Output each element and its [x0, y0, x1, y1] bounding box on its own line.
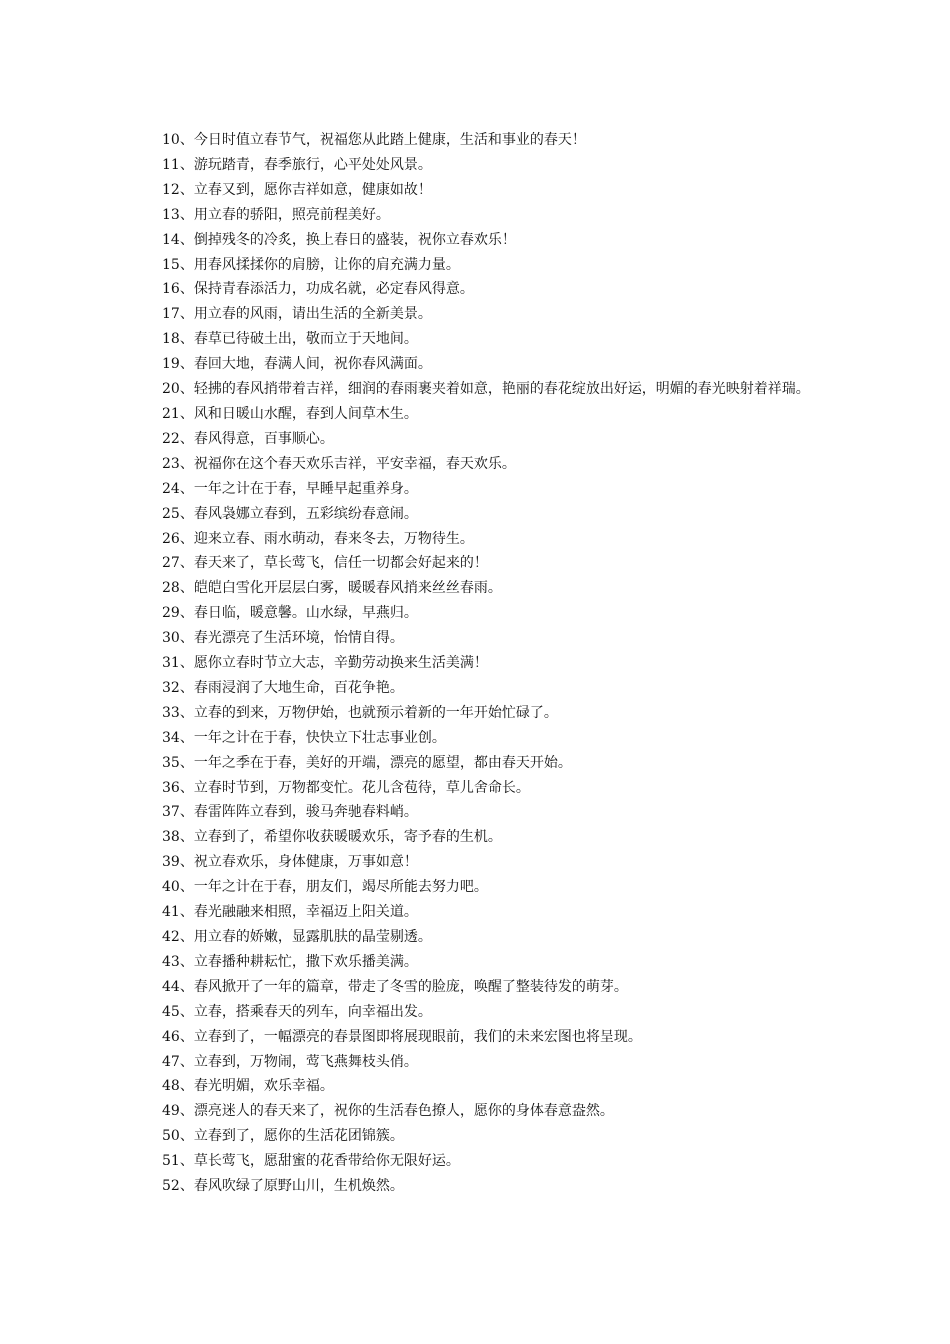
text-line: 28、皑皑白雪化开层层白雾，暖暖春风捎来丝丝春雨。	[162, 580, 502, 597]
text-line: 48、春光明媚，欢乐幸福。	[162, 1078, 334, 1095]
text-line: 26、迎来立春、雨水萌动，春来冬去，万物待生。	[162, 530, 474, 547]
text-line: 18、春草已待破土出，敬而立于天地间。	[162, 331, 418, 348]
text-line: 13、用立春的骄阳，照亮前程美好。	[162, 206, 390, 223]
text-line: 52、春风吹绿了原野山川，生机焕然。	[162, 1178, 404, 1195]
text-line: 12、立春又到，愿你吉祥如意，健康如故！	[162, 181, 432, 198]
text-line: 17、用立春的风雨，请出生活的全新美景。	[162, 306, 432, 323]
text-line: 31、愿你立春时节立大志，辛勤劳动换来生活美满！	[162, 655, 488, 672]
text-line: 39、祝立春欢乐，身体健康，万事如意！	[162, 854, 418, 871]
text-line: 22、春风得意，百事顺心。	[162, 430, 334, 447]
text-line: 49、漂亮迷人的春天来了，祝你的生活春色撩人，愿你的身体春意盎然。	[162, 1103, 614, 1120]
text-line: 23、祝福你在这个春天欢乐吉祥，平安幸福，春天欢乐。	[162, 455, 516, 472]
text-line: 50、立春到了，愿你的生活花团锦簇。	[162, 1128, 404, 1145]
text-line: 25、春风袅娜立春到，五彩缤纷春意闹。	[162, 505, 418, 522]
text-line: 47、立春到，万物闹，莺飞燕舞枝头俏。	[162, 1053, 418, 1070]
text-line: 27、春天来了，草长莺飞，信任一切都会好起来的！	[162, 555, 488, 572]
text-line: 14、倒掉残冬的冷炙，换上春日的盛装，祝你立春欢乐！	[162, 231, 516, 248]
document-body	[144, 128, 824, 1199]
text-line: 43、立春播种耕耘忙，撒下欢乐播美满。	[162, 953, 418, 970]
text-line: 30、春光漂亮了生活环境，怡情自得。	[162, 630, 404, 647]
text-line: 35、一年之季在于春，美好的开端，漂亮的愿望，都由春天开始。	[162, 754, 572, 771]
text-line: 20、轻拂的春风捎带着吉祥，细润的春雨裹夹着如意，艳丽的春花绽放出好运，明媚的春光映射着祥瑞。	[162, 381, 810, 398]
text-line: 10、今日时值立春节气，祝福您从此踏上健康，生活和事业的春天！	[162, 132, 586, 148]
text-line: 37、春雷阵阵立春到，骏马奔驰春料峭。	[162, 804, 418, 821]
text-line: 33、立春的到来，万物伊始，也就预示着新的一年开始忙碌了。	[162, 704, 558, 721]
text-line: 46、立春到了，一幅漂亮的春景图即将展现眼前，我们的未来宏图也将呈现。	[162, 1028, 642, 1045]
text-line: 34、一年之计在于春，快快立下壮志事业创。	[162, 729, 446, 746]
text-line: 40、一年之计在于春，朋友们，竭尽所能去努力吧。	[162, 879, 488, 896]
text-line: 16、保持青春添活力，功成名就，必定春风得意。	[162, 281, 474, 298]
text-line: 42、用立春的娇嫩，显露肌肤的晶莹剔透。	[162, 929, 432, 945]
text-line: 24、一年之计在于春，早睡早起重养身。	[162, 480, 418, 497]
text-line: 32、春雨浸润了大地生命，百花争艳。	[162, 679, 404, 696]
text-line: 15、用春风揉揉你的肩膀，让你的肩充满力量。	[162, 256, 460, 273]
text-line: 11、游玩踏青，春季旅行，心平处处风景。	[162, 156, 432, 173]
text-line: 38、立春到了，希望你收获暖暖欢乐，寄予春的生机。	[162, 829, 502, 846]
text-line: 19、春回大地，春满人间，祝你春风满面。	[162, 356, 432, 373]
text-line: 29、春日临，暖意馨。山水绿，早燕归。	[162, 605, 418, 622]
text-line: 21、风和日暖山水醒，春到人间草木生。	[162, 405, 418, 422]
text-line: 44、春风掀开了一年的篇章，带走了冬雪的脸庞，唤醒了整装待发的萌芽。	[162, 978, 628, 995]
text-line: 51、草长莺飞，愿甜蜜的花香带给你无限好运。	[162, 1153, 460, 1170]
text-line: 45、立春，搭乘春天的列车，向幸福出发。	[162, 1003, 432, 1020]
text-line: 36、立春时节到，万物都变忙。花儿含苞待，草儿舍命长。	[162, 779, 530, 796]
text-line: 41、春光融融来相照，幸福迈上阳关道。	[162, 904, 418, 921]
